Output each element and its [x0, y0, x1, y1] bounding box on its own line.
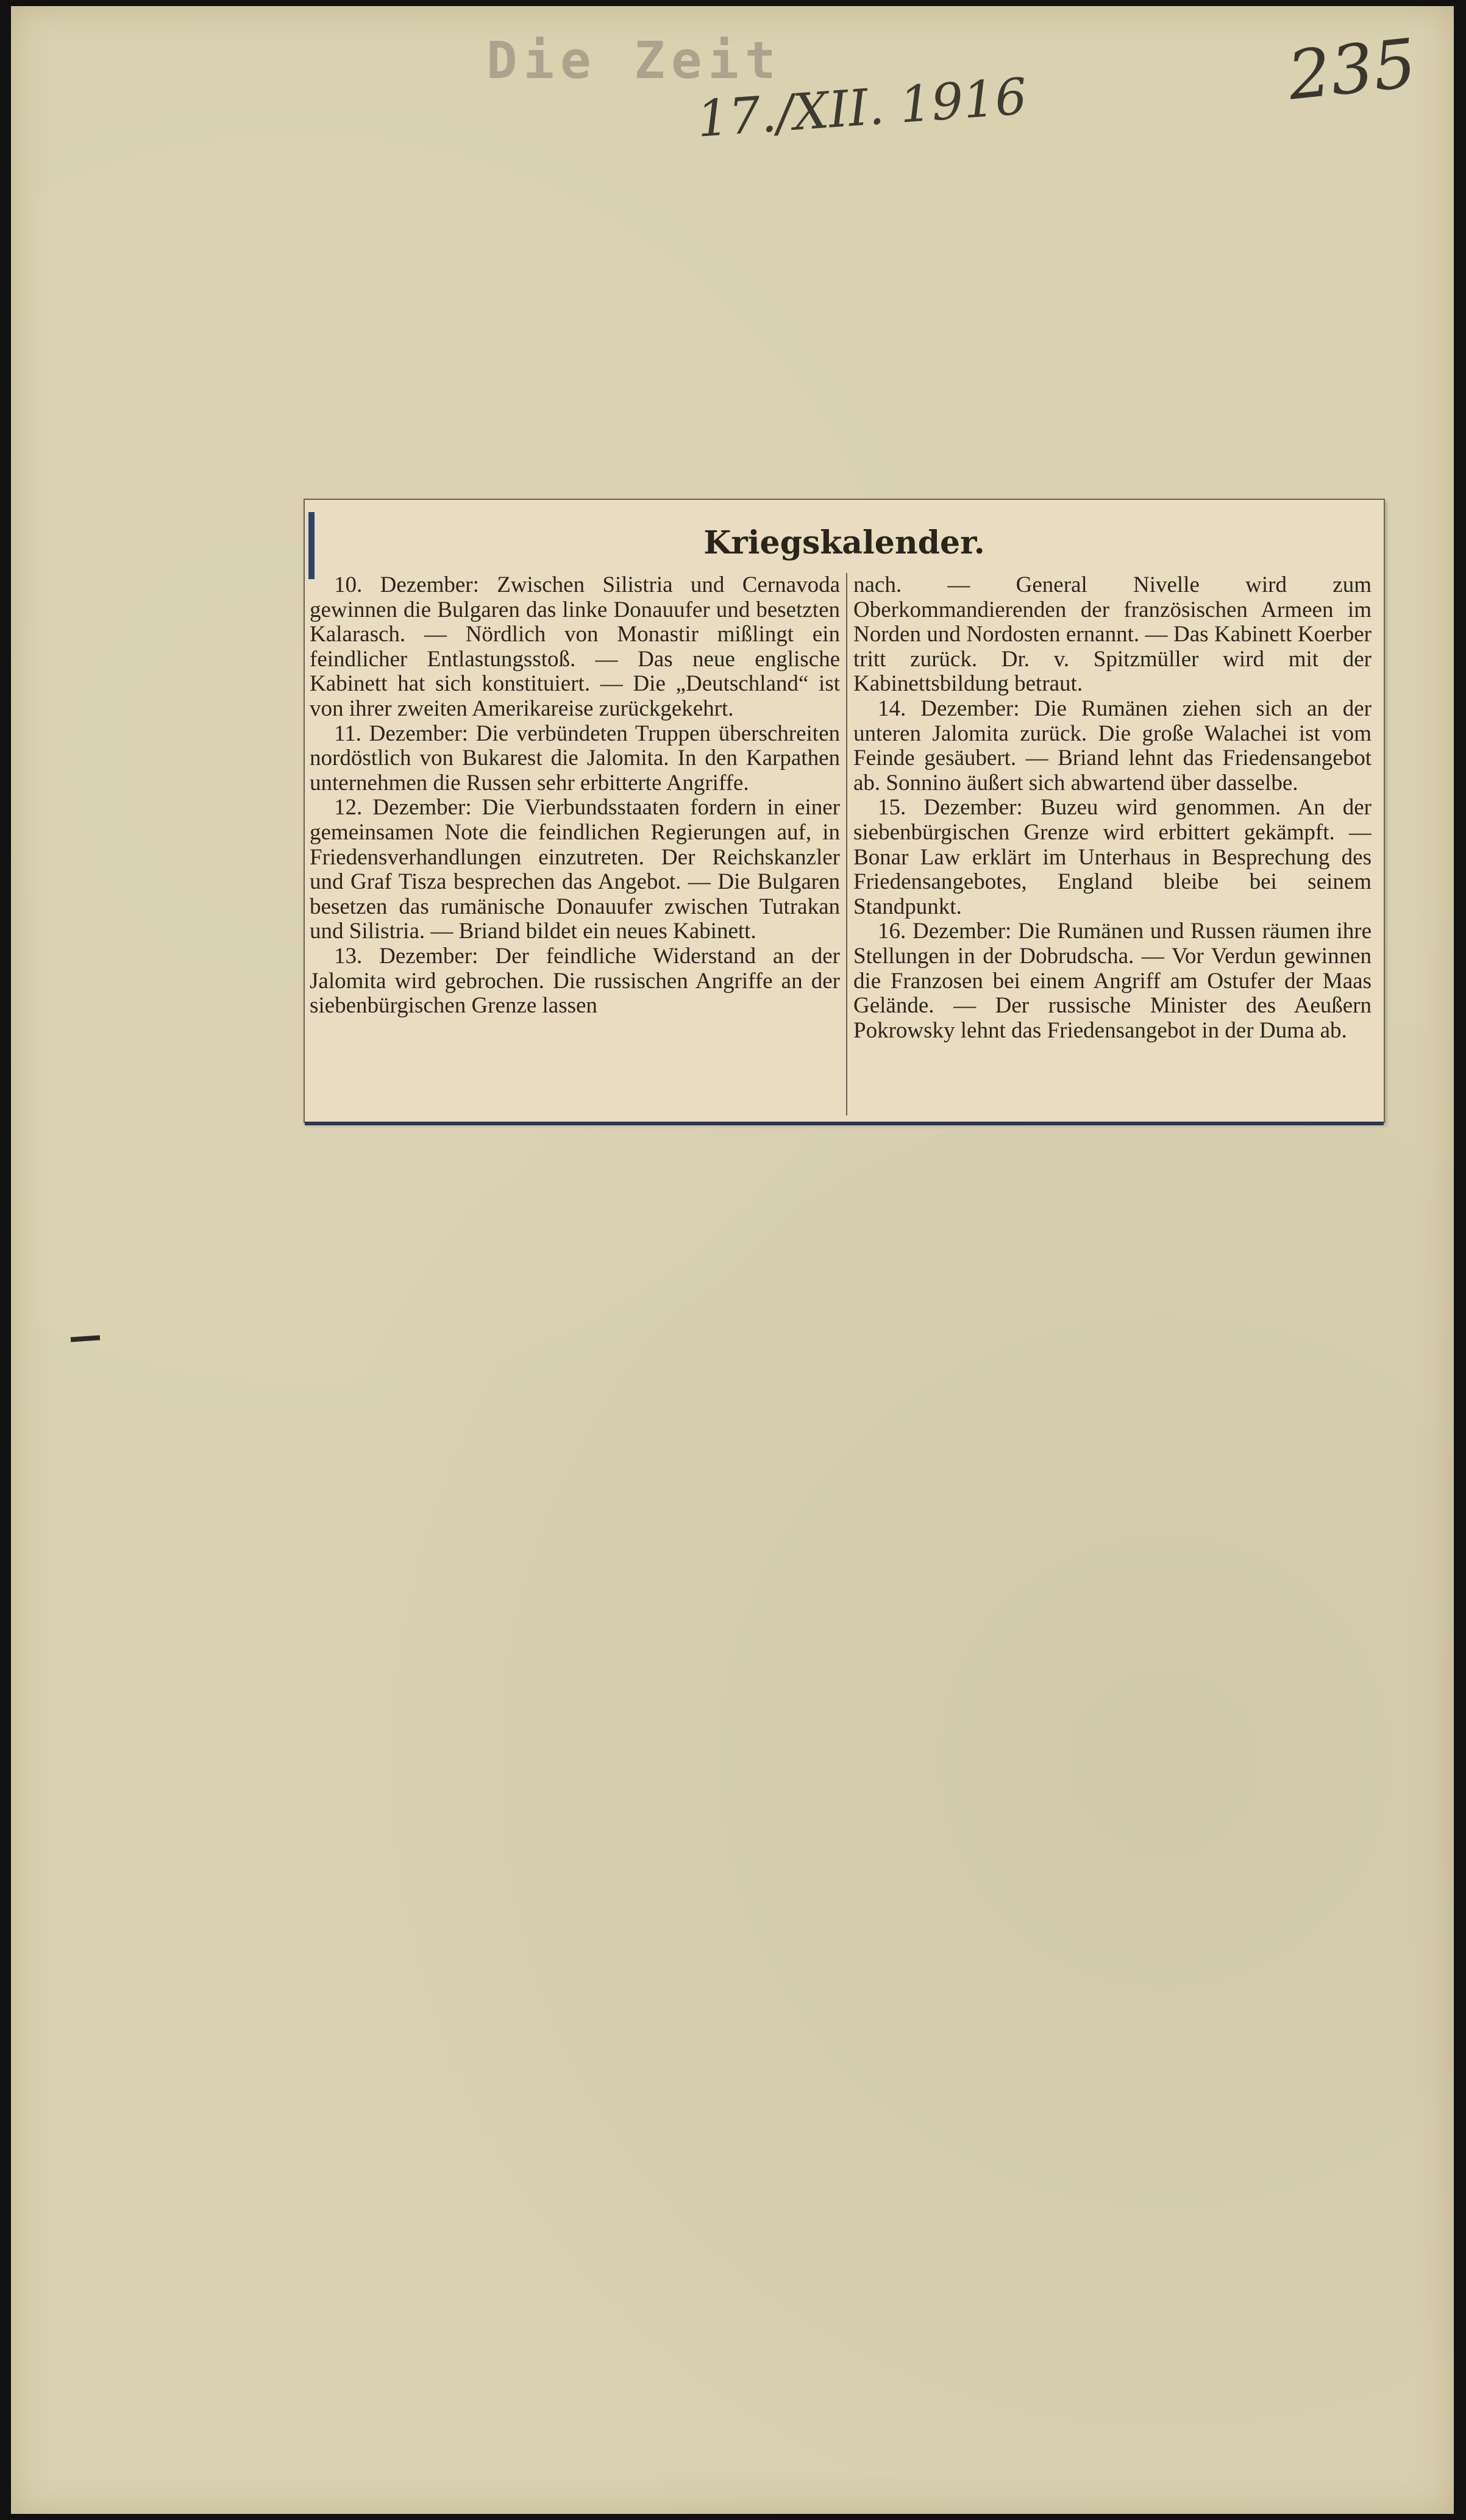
- clipping-bottom-edge: [305, 1122, 1384, 1125]
- entry-12-december: 12. Dezember: Die Vierbundsstaaten fordern in einer gemeinsamen Note die feindlichen Regierungen auf, in Friedensverhandlungen einzutreten. Der Reichskanzler und Graf Tisza besprechen das Angebot. — Die Bulgaren besetzen das rumänische Donauufer zwischen Tutrakan und Silistria. — Briand bildet ein neues Kabinett.: [310, 795, 840, 944]
- handwritten-date: 17./XII. 1916: [695, 68, 1029, 149]
- entry-14-december: 14. Dezember: Die Rumänen ziehen sich an der unteren Jalomita zurück. Die große Walachei ist vom Feinde gesäubert. — Briand lehnt das Friedensangebot ab. Sonnino äußert sich abwartend über dasselbe.: [853, 696, 1372, 796]
- entry-16-december: 16. Dezember: Die Rumänen und Russen räumen ihre Stellungen in der Dobrudscha. — Vor Verdun gewinnen die Franzosen bei einem Angriff am Ostufer der Maas Gelände. — Der russische Minister des Aeußern Pokrowsky lehnt das Friedensangebot in der Duma ab.: [853, 919, 1372, 1043]
- clipping-title: Kriegskalender.: [703, 524, 985, 561]
- newspaper-clipping: [304, 499, 1385, 1123]
- entry-10-december: 10. Dezember: Zwischen Silistria und Cernavoda gewinnen die Bulgaren das linke Donauufer und besetzten Kalarasch. — Nördlich von Monastir mißlingt ein feindlicher Entlastungsstoß. — Das neue englische Kabinett hat sich konstituiert. — Die „Deutschland“ ist von ihrer zweiten Amerikareise zurückgekehrt.: [310, 573, 840, 721]
- entry-15-december: 15. Dezember: Buzeu wird genommen. An der siebenbürgischen Grenze wird erbittert gekämpft. — Bonar Law erklärt im Unterhaus in Besprechung des Friedensangebotes, England bleibe bei seinem Standpunkt.: [853, 795, 1372, 919]
- clipping-left-column: [310, 573, 847, 1116]
- archive-sheet: [11, 6, 1454, 2514]
- margin-mark: [71, 1335, 100, 1342]
- clipping-right-column: [853, 573, 1372, 1116]
- entry-13-december-continued: nach. — General Nivelle wird zum Oberkommandierenden der französischen Armeen im Norden und Nordosten ernannt. — Das Kabinett Koerber tritt zurück. Dr. v. Spitzmüller wird mit der Kabinettsbildung betraut.: [853, 573, 1372, 697]
- entry-13-december: 13. Dezember: Der feindliche Widerstand an der Jalomita wird gebrochen. Die russischen Angriffe an der siebenbürgischen Grenze lassen: [310, 943, 840, 1019]
- entry-11-december: 11. Dezember: Die verbündeten Truppen überschreiten nordöstlich von Bukarest die Jalomita. In den Karpathen unternehmen die Russen sehr erbitterte Angriffe.: [310, 721, 840, 796]
- archive-stamp: Die Zeit: [486, 30, 782, 90]
- handwritten-number: 235: [1284, 24, 1420, 115]
